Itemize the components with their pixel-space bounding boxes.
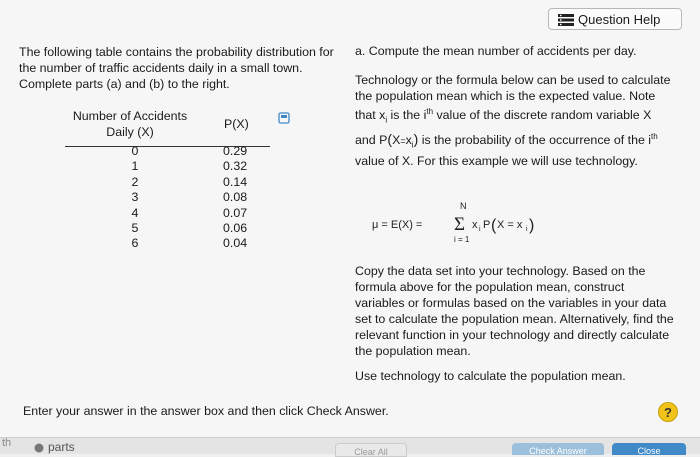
col-p-values: [223, 144, 247, 252]
parts-progress-icon: [34, 443, 44, 453]
list-icon: [558, 14, 574, 26]
table-cell-p: 0.29: [223, 144, 248, 158]
svg-text:μ = E(X) =: μ = E(X) =: [372, 219, 423, 231]
part-a-heading: a. Compute the mean number of accidents per day.: [355, 44, 637, 58]
answer-prompt: Enter your answer in the answer box and then click Check Answer.: [23, 404, 389, 418]
para-text: value of X. For this example we will use technology.: [355, 154, 638, 169]
svg-text:i: i: [479, 226, 481, 233]
col-header-accidents: Number of Accidents Daily (X): [72, 109, 188, 139]
svg-text:i = 1: i = 1: [454, 235, 470, 244]
instructions-paragraph: Copy the data set into your technology. Based on the formula above for the population mean, construct variables or formulas based on the variables in your data set to calculate the population mean. Alternatively, find the relevant function in your technology and directly calculate the population mean.: [355, 264, 674, 358]
part-a-section: [355, 43, 675, 169]
table-cell-p: 0.04: [223, 236, 248, 251]
svg-text:N: N: [460, 201, 467, 211]
svg-text:(: (: [491, 217, 497, 234]
copy-data-icon[interactable]: [278, 112, 290, 124]
table-cell-p: 0.07: [223, 205, 248, 220]
table-cell-x: 2: [131, 174, 139, 189]
table-cell-x: 3: [131, 190, 139, 205]
table-cell-p: 0.06: [223, 221, 248, 236]
col-header-px: P(X): [224, 117, 249, 131]
svg-text:Σ: Σ: [454, 214, 466, 235]
question-help-button[interactable]: [548, 8, 682, 30]
para-text: is the probability of the occurrence of the i: [418, 132, 652, 147]
table-cell-p: 0.14: [223, 174, 248, 189]
para-text: is the i: [387, 108, 427, 123]
help-question-icon[interactable]: ?: [658, 402, 678, 422]
clear-all-button[interactable]: Clear All: [335, 443, 407, 457]
para-text: value of the discrete random variable X and P: [355, 108, 652, 147]
mean-formula: [368, 200, 568, 244]
col-x-values: [115, 144, 155, 252]
check-answer-button[interactable]: Check Answer: [512, 443, 604, 455]
para-text: Technology or the formula below can be used to calculate the population mean which is the expected value. Note that x: [355, 73, 671, 123]
svg-text:X = x: X = x: [497, 219, 523, 231]
svg-text:P: P: [483, 219, 491, 231]
svg-text:x: x: [472, 219, 478, 231]
explanation-paragraph: Technology or the formula below can be used to calculate the population mean which is the expected value. Note that $x_i$ is the $i^{th}$ value of the discrete random variable X and $P(X=x_i)$ is the probability of the occurrence of the $i^{th}$ value of X. For this example we will use technology.: [355, 73, 671, 169]
close-button[interactable]: Close: [612, 443, 686, 455]
table-cell-x: 0: [131, 144, 139, 158]
footer-left-text: th: [2, 437, 12, 449]
svg-text:): ): [529, 217, 535, 234]
svg-text:i: i: [526, 226, 528, 233]
table-cell-p: 0.32: [223, 159, 248, 174]
table-cell-x: 6: [131, 236, 139, 251]
parts-label: parts: [48, 440, 75, 454]
intro-text: The following table contains the probability distribution for the number of traffic accidents daily in a small town. Complete parts (a) and (b) to the right.: [19, 45, 334, 91]
bottom-toolbar: [0, 437, 700, 457]
table-cell-p: 0.08: [223, 190, 248, 205]
use-technology-text: Use technology to calculate the population mean.: [355, 369, 626, 383]
instructions-section: [355, 263, 675, 384]
table-cell-x: 5: [131, 221, 139, 236]
table-cell-x: 1: [131, 159, 139, 174]
question-help-label: Question Help: [578, 12, 661, 27]
table-cell-x: 4: [131, 205, 139, 220]
